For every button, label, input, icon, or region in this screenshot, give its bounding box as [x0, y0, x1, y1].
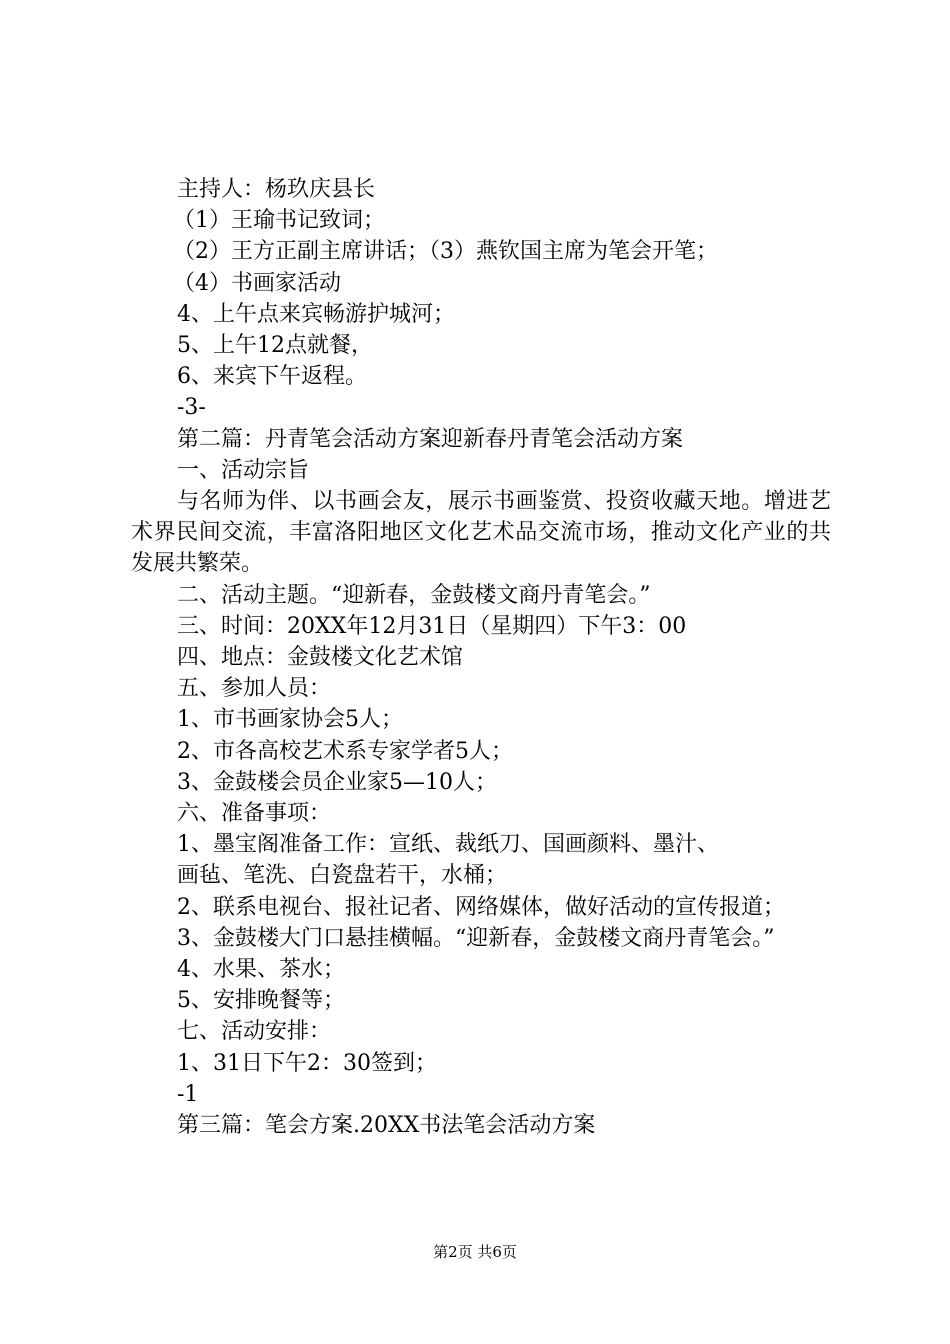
preparation-item-1-cont: 画毡、笔洗、白瓷盘若干，水桶；	[177, 863, 508, 889]
section-heading-2: 第二篇：丹青笔会活动方案迎新春丹青笔会活动方案	[177, 426, 684, 452]
preparation-item-1: 1、墨宝阁准备工作：宣纸、裁纸刀、国画颜料、墨汁、	[177, 832, 719, 858]
heading-participants: 五、参加人员：	[177, 676, 332, 702]
heading-preparations: 六、准备事项：	[177, 801, 332, 827]
heading-arrangements: 七、活动安排：	[177, 1019, 332, 1045]
heading-theme: 二、活动主题。“迎新春，金鼓楼文商丹青笔会。”	[177, 582, 651, 608]
preparation-item-2: 2、联系电视台、报社记者、网络媒体，做好活动的宣传报道；	[177, 894, 785, 920]
page-number-footer: 第2页 共6页	[433, 1243, 517, 1261]
inline-page-marker-2: -1	[177, 1081, 199, 1107]
participant-item-3: 3、金鼓楼会员企业家5—10人；	[177, 769, 497, 795]
purpose-paragraph: 与名师为伴、以书画会友，展示书画鉴赏、投资收藏天地。增进艺术界民间交流，丰富洛阳地区文化艺术品交流市场，推动文化产业的共发展共繁荣。	[131, 489, 831, 577]
heading-time: 三、时间：20XX年12月31日（星期四）下午3：00	[177, 613, 687, 639]
arrangement-item-1: 1、31日下午2：30签到；	[177, 1050, 437, 1076]
preparation-item-4: 4、水果、茶水；	[177, 957, 345, 983]
agenda-item-1: （1）王瑜书记致词；	[173, 208, 385, 234]
inline-page-marker: -3-	[177, 395, 206, 421]
section-heading-3: 第三篇：笔会方案.20XX书法笔会活动方案	[177, 1113, 596, 1139]
preparation-item-5: 5、安排晚餐等；	[177, 988, 345, 1014]
preparation-item-3: 3、金鼓楼大门口悬挂横幅。“迎新春，金鼓楼文商丹青笔会。”	[177, 925, 775, 951]
participant-item-1: 1、市书画家协会5人；	[177, 707, 403, 733]
host-line: 主持人：杨玖庆县长	[177, 177, 376, 202]
heading-purpose: 一、活动宗旨	[177, 457, 310, 483]
agenda-item-2-3: （2）王方正副主席讲话；（3）燕钦国主席为笔会开笔；	[173, 239, 718, 265]
heading-location: 四、地点：金鼓楼文化艺术馆	[177, 645, 464, 671]
document-body	[131, 174, 831, 1141]
participant-item-2: 2、市各高校艺术系专家学者5人；	[177, 738, 513, 764]
schedule-item-4: 4、上午点来宾畅游护城河；	[177, 301, 455, 327]
schedule-item-5: 5、上午12点就餐，	[177, 333, 373, 359]
schedule-item-6: 6、来宾下午返程。	[177, 364, 367, 390]
agenda-item-4: （4）书画家活动	[173, 270, 341, 296]
